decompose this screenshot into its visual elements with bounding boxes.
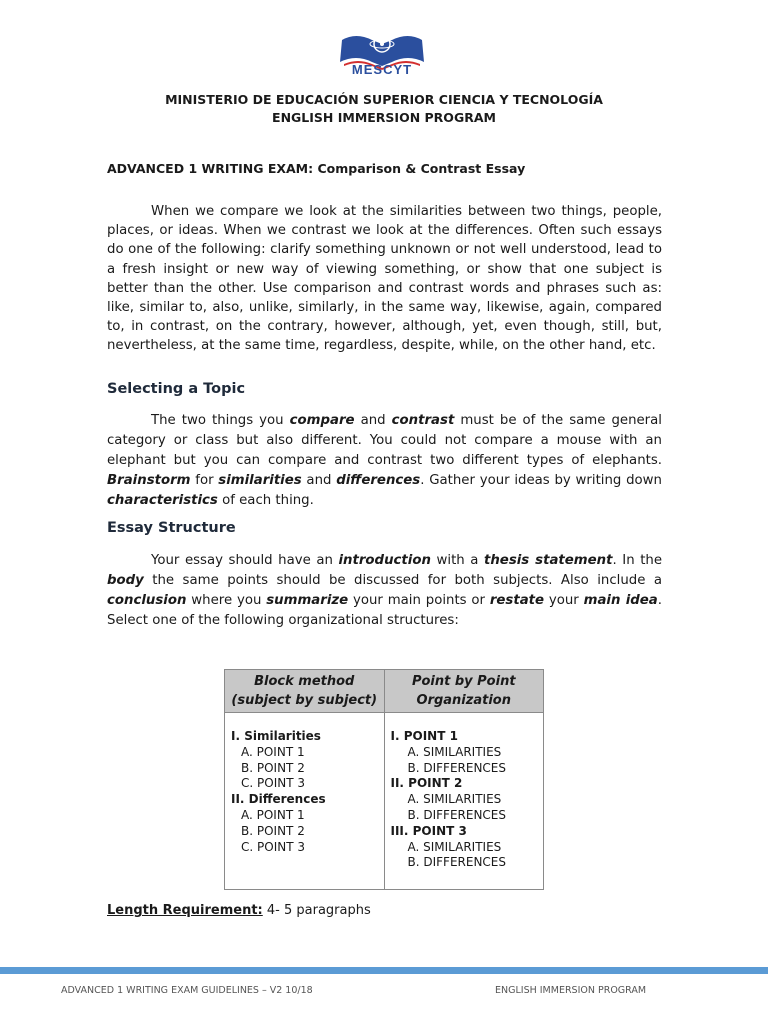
term-contrast: contrast xyxy=(391,413,455,428)
term-differences: differences xyxy=(336,473,421,488)
length-requirement xyxy=(107,903,371,918)
length-value: 4- 5 paragraphs xyxy=(262,903,371,918)
term-conclusion: conclusion xyxy=(107,593,187,608)
outline-item: A. POINT 1 xyxy=(241,744,305,759)
outline-item: B. POINT 2 xyxy=(241,760,305,775)
exam-title xyxy=(107,161,525,176)
intro-paragraph xyxy=(107,202,662,356)
term-main-idea: main idea xyxy=(583,593,658,608)
section-heading-structure: Essay Structure xyxy=(107,520,236,536)
exam-title-bold: ADVANCED 1 WRITING EXAM: xyxy=(107,161,314,176)
table-row xyxy=(225,713,544,890)
footer-left-text: ADVANCED 1 WRITING EXAM GUIDELINES – V2 10/18 xyxy=(61,985,313,996)
outline-item: A. POINT 1 xyxy=(241,807,305,822)
length-label: Length Requirement: xyxy=(107,903,263,918)
logo-wordmark: MESCYT xyxy=(351,62,413,77)
outline-item: I. POINT 1 xyxy=(390,729,458,743)
outline-item: II. POINT 2 xyxy=(390,776,463,791)
term-characteristics: characteristics xyxy=(107,493,218,508)
topic-paragraph: The two things you compare and contrast must be of the same general category or class but also different. You could not compare a mouse with an elephant but you can compare and contrast two different types of elephants. Brainstorm for similarities and differences. Gather your ideas by writing down characteristics of each thing. xyxy=(107,413,662,508)
outline-item: I. Similarities xyxy=(231,729,321,743)
block-method-outline xyxy=(225,713,385,890)
term-body: body xyxy=(107,573,144,588)
term-compare: compare xyxy=(289,413,355,428)
term-restate: restate xyxy=(489,593,545,608)
outline-item: A. SIMILARITIES xyxy=(407,792,502,807)
outline-item: A. SIMILARITIES xyxy=(407,744,502,759)
term-introduction: introduction xyxy=(338,553,431,568)
point-by-point-header: Point by Point Organization xyxy=(384,670,544,713)
program-title: ENGLISH IMMERSION PROGRAM xyxy=(272,110,496,125)
outline-item: II. Differences xyxy=(231,792,326,807)
term-brainstorm: Brainstorm xyxy=(107,473,191,488)
outline-item: B. DIFFERENCES xyxy=(407,807,507,822)
outline-item: C. POINT 3 xyxy=(241,839,305,854)
footer-right-text: ENGLISH IMMERSION PROGRAM xyxy=(495,985,647,996)
term-summarize: summarize xyxy=(266,593,349,608)
block-method-header: Block method (subject by subject) xyxy=(225,670,385,713)
organization-table xyxy=(224,669,544,890)
ministry-title: MINISTERIO DE EDUCACIÓN SUPERIOR CIENCIA Y TECNOLOGÍA xyxy=(165,92,603,107)
outline-item: III. POINT 3 xyxy=(390,823,467,838)
exam-title-rest: Comparison & Contrast Essay xyxy=(313,161,526,176)
outline-item: A. SIMILARITIES xyxy=(407,839,502,854)
outline-item: B. POINT 2 xyxy=(241,823,305,838)
table-header-row xyxy=(225,670,544,713)
term-similarities: similarities xyxy=(218,473,302,488)
footer-bar xyxy=(0,967,768,974)
intro-text: When we compare we look at the similarities between two things, people, places, or ideas. When we contrast we look at the differences. Often such essays do one of the following: clarify something unknown or not well understood, lead to a fresh insight or new way of viewing something, or show that one subject is better than the other. Use comparison and contrast words and phrases such as: like, similar to, also, unlike, similarly, in the same way, likewise, again, compared to, in contrast, on the contrary, however, although, yet, even though, still, but, nevertheless, at the same time, regardless, despite, while, on the other hand, etc. xyxy=(107,204,662,354)
section-heading-topic: Selecting a Topic xyxy=(107,381,246,397)
outline-item: B. DIFFERENCES xyxy=(407,855,507,870)
outline-item: B. DIFFERENCES xyxy=(407,760,507,775)
structure-paragraph: Your essay should have an introduction with a thesis statement. In the body the same points should be discussed for both subjects. Also include a conclusion where you summarize your main points or restate your main idea. Select one of the following organizational structures: xyxy=(107,553,663,628)
point-by-point-outline xyxy=(384,713,544,890)
outline-item: C. POINT 3 xyxy=(241,776,305,791)
term-thesis: thesis statement xyxy=(483,553,613,568)
